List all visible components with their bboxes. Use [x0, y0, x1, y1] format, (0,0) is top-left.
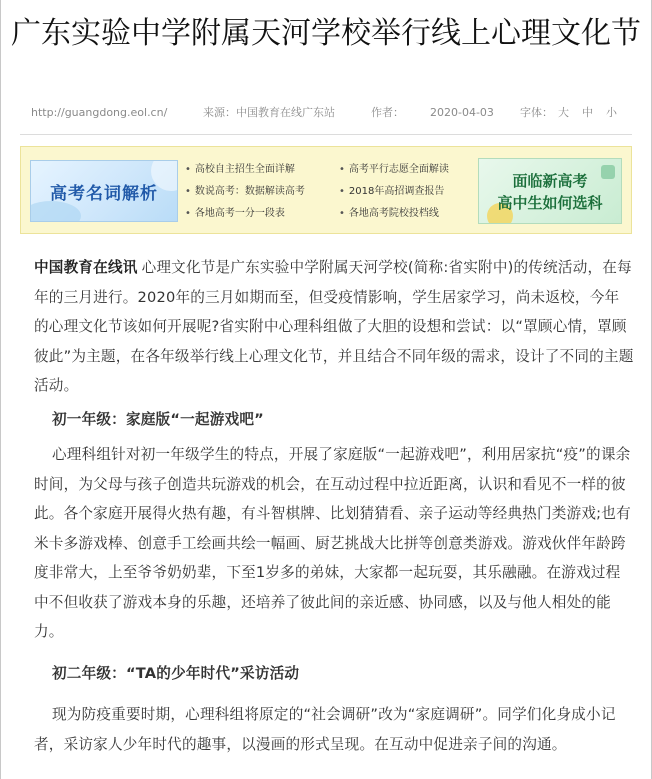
article-paragraph	[34, 253, 634, 401]
subject-selection-banner[interactable]	[478, 158, 622, 224]
subject-selection-banner-line2: 高中生如何选科	[497, 194, 603, 212]
paragraph-text: 心理文化节是广东实验中学附属天河学校(简称:省实附中)的传统活动，在每年的三月进行。2020年的三月如期而至，但受疫情影响，学生居家学习，尚未返校，今年的心理文化节该如何开展呢?省实附中心理科组做了大胆的设想和尝试：以“罩顾心情，罩顾彼此”为主题，在各年级举行线上心理文化节，并且结合不同年级的需求，设计了不同的主题活动。	[34, 259, 634, 394]
article-meta	[20, 104, 632, 122]
gaokao-terms-banner-text: 高考名词解析	[50, 184, 158, 204]
section-heading: 初二年级：“TA的少年时代”采访活动	[52, 664, 300, 682]
publish-date: 2020-04-03	[430, 106, 494, 119]
banner-link-list	[185, 157, 475, 225]
news-source-lead: 中国教育在线讯	[34, 259, 138, 276]
font-size-small-button[interactable]: 小	[606, 106, 617, 119]
article-paragraph: 心理科组针对初一年级学生的特点，开展了家庭版“一起游戏吧”，利用居家抗“疫”的课余时间，为父母与孩子创造共玩游戏的机会，在互动过程中拉近距离，认识和看见不一样的彼此。各个家庭开展得火热有趣，有斗智棋牌、比划猜猜看、亲子运动等经典热门类游戏;也有米卡多游戏棒、创意手工绘画共绘一幅画、厨艺挑战大比拼等创意类游戏。游戏伙伴年龄跨度非常大，上至爷爷奶奶辈，下至1岁多的弟妹，大家都一起玩耍，其乐融融。在游戏过程中不但收获了游戏本身的乐趣，还培养了彼此间的亲近感、协同感，以及与他人相处的能力。	[34, 446, 631, 640]
banner-link[interactable]: • 2018年高招调查报告	[339, 182, 444, 202]
font-size-label: 字体：	[520, 106, 553, 119]
banner-link[interactable]: • 高考平行志愿全面解读	[339, 160, 449, 180]
promo-banner	[20, 146, 632, 234]
banner-link[interactable]: • 各地高考一分一段表	[185, 204, 285, 224]
subject-selection-banner-line1: 面临新高考	[512, 172, 588, 190]
banner-link[interactable]: • 数说高考：数据解读高考	[185, 182, 305, 202]
source-url[interactable]: http://guangdong.eol.cn/	[31, 106, 168, 119]
font-size-medium-button[interactable]: 中	[582, 106, 593, 119]
banner-link[interactable]: • 高校自主招生全面详解	[185, 160, 295, 180]
article-paragraph: 现为防疫重要时期，心理科组将原定的“社会调研”改为“家庭调研”。同学们化身成小记者，采访家人少年时代的趣事，以漫画的形式呈现。在互动中促进亲子间的沟通。	[34, 706, 616, 753]
article-body	[34, 253, 634, 759]
page-border-left	[0, 0, 1, 779]
source-label: 来源：中国教育在线广东站	[203, 106, 335, 119]
meta-divider	[20, 134, 632, 135]
banner-decoration	[30, 201, 81, 222]
author-label: 作者：	[371, 106, 404, 119]
gaokao-terms-banner[interactable]	[30, 160, 178, 222]
banner-link[interactable]: • 各地高考院校投档线	[339, 204, 439, 224]
article-title: 广东实验中学附属天河学校举行线上心理文化节	[11, 16, 641, 51]
font-size-large-button[interactable]: 大	[558, 106, 569, 119]
section-heading: 初一年级：家庭版“一起游戏吧”	[52, 410, 264, 428]
